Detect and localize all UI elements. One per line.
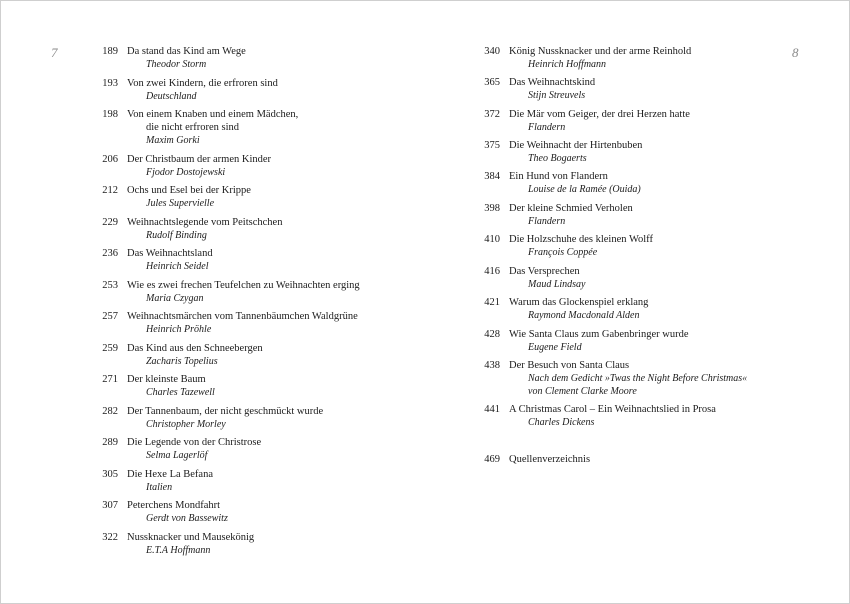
toc-author: Maud Lindsay — [528, 279, 586, 290]
toc-page-number: 469 — [484, 454, 500, 465]
toc-title: Weihnachtslegende vom Peitschchen — [127, 217, 283, 228]
toc-page-number: 282 — [102, 406, 118, 417]
toc-page-number: 236 — [102, 248, 118, 259]
toc-author: Gerdt von Bassewitz — [146, 513, 228, 524]
toc-author: Rudolf Binding — [146, 230, 207, 241]
toc-author: Maxim Gorki — [146, 135, 200, 146]
toc-title-continued: die nicht erfroren sind — [146, 122, 240, 133]
toc-author: Raymond Macdonald Alden — [528, 310, 640, 321]
toc-title: Das Kind aus den Schneebergen — [127, 343, 263, 354]
toc-title: Das Weihnachtskind — [509, 77, 596, 88]
toc-title: Da stand das Kind am Wege — [127, 46, 246, 57]
toc-page-number: 307 — [102, 500, 118, 511]
toc-title: Das Weihnachtsland — [127, 248, 213, 259]
toc-page-number: 416 — [484, 266, 500, 277]
toc-page-number: 271 — [102, 374, 118, 385]
toc-author: Zacharis Topelius — [146, 356, 218, 367]
toc-author: François Coppée — [528, 247, 598, 258]
toc-page-number: 253 — [102, 280, 118, 291]
toc-author: Deutschland — [146, 91, 197, 102]
toc-author: Jules Supervielle — [146, 198, 215, 209]
page-number-left: 7 — [51, 45, 58, 60]
toc-title: Nussknacker und Mausekönig — [127, 532, 255, 543]
toc-author: Flandern — [528, 122, 566, 133]
toc-title: Peterchens Mondfahrt — [127, 500, 221, 511]
toc-author: Selma Lagerlöf — [146, 450, 208, 461]
toc-title: Weihnachtsmärchen vom Tannenbäumchen Waldgrüne — [127, 311, 358, 322]
toc-page-number: 428 — [484, 329, 500, 340]
toc-title: Das Versprechen — [509, 266, 580, 277]
toc-author: Maria Czygan — [146, 293, 204, 304]
toc-author: Louise de la Ramée (Ouida) — [528, 184, 641, 195]
toc-title: Wie es zwei frechen Teufelchen zu Weihnachten erging — [127, 280, 360, 291]
toc-page-number: 189 — [102, 46, 118, 57]
toc-page-number: 206 — [102, 154, 118, 165]
toc-page-number: 441 — [484, 404, 500, 415]
toc-title: Wie Santa Claus zum Gabenbringer wurde — [509, 329, 689, 340]
toc-title: Der kleine Schmied Verholen — [509, 203, 633, 214]
toc-author: Fjodor Dostojewski — [146, 167, 226, 178]
toc-title: Der Besuch von Santa Claus — [509, 360, 630, 371]
toc-title: Die Weihnacht der Hirtenbuben — [509, 140, 643, 151]
toc-author: Charles Tazewell — [146, 387, 215, 398]
toc-author: Heinrich Seidel — [146, 261, 209, 272]
toc-page-number: 305 — [102, 469, 118, 480]
toc-author: Nach dem Gedicht »Twas the Night Before Christmas« — [528, 373, 748, 384]
toc-page-number: 212 — [102, 185, 118, 196]
toc-title: Ochs und Esel bei der Krippe — [127, 185, 251, 196]
toc-page-number: 193 — [102, 78, 118, 89]
toc-page-number: 257 — [102, 311, 118, 322]
toc-author: Stijn Streuvels — [528, 90, 586, 101]
toc-page-number: 438 — [484, 360, 500, 371]
toc-title: Quellenverzeichnis — [509, 454, 591, 465]
toc-page-number: 365 — [484, 77, 500, 88]
toc-page-number: 259 — [102, 343, 118, 354]
toc-title: Von einem Knaben und einem Mädchen, — [127, 109, 299, 120]
toc-title: Von zwei Kindern, die erfroren sind — [127, 78, 278, 89]
toc-title: Warum das Glockenspiel erklang — [509, 297, 649, 308]
toc-author-continued: von Clement Clarke Moore — [528, 386, 637, 397]
toc-title: Die Mär vom Geiger, der drei Herzen hatte — [509, 109, 690, 120]
toc-title: Ein Hund von Flandern — [509, 171, 608, 182]
toc-author: Heinrich Hoffmann — [528, 59, 607, 70]
toc-author: Christopher Morley — [146, 419, 226, 430]
toc-title: Der Tannenbaum, der nicht geschmückt wurde — [127, 406, 324, 417]
toc-title: Die Legende von der Christrose — [127, 437, 262, 448]
toc-title: Die Holzschuhe des kleinen Wolff — [509, 234, 653, 245]
toc-page-number: 410 — [484, 234, 500, 245]
toc-page-number: 198 — [102, 109, 118, 120]
toc-author: E.T.A Hoffmann — [146, 545, 211, 556]
toc-author: Theo Bogaerts — [528, 153, 587, 164]
toc-title: Die Hexe La Befana — [127, 469, 213, 480]
toc-author: Italien — [146, 482, 173, 493]
toc-author: Heinrich Pröhle — [146, 324, 212, 335]
toc-page-number: 398 — [484, 203, 500, 214]
toc-author: Theodor Storm — [146, 59, 207, 70]
toc-page-number: 322 — [102, 532, 118, 543]
toc-author: Charles Dickens — [528, 417, 595, 428]
toc-page-number: 229 — [102, 217, 118, 228]
toc-page-number: 384 — [484, 171, 500, 182]
toc-title: Der kleinste Baum — [127, 374, 206, 385]
toc-author: Flandern — [528, 216, 566, 227]
toc-page-number: 340 — [484, 46, 500, 57]
toc-title: A Christmas Carol – Ein Weihnachtslied in Prosa — [509, 404, 716, 415]
toc-author: Eugene Field — [528, 342, 582, 353]
toc-page-number: 375 — [484, 140, 500, 151]
toc-title: König Nussknacker und der arme Reinhold — [509, 46, 692, 57]
toc-page-number: 421 — [484, 297, 500, 308]
toc-page-number: 289 — [102, 437, 118, 448]
page-number-right: 8 — [792, 45, 799, 60]
toc-title: Der Christbaum der armen Kinder — [127, 154, 272, 165]
toc-page-number: 372 — [484, 109, 500, 120]
